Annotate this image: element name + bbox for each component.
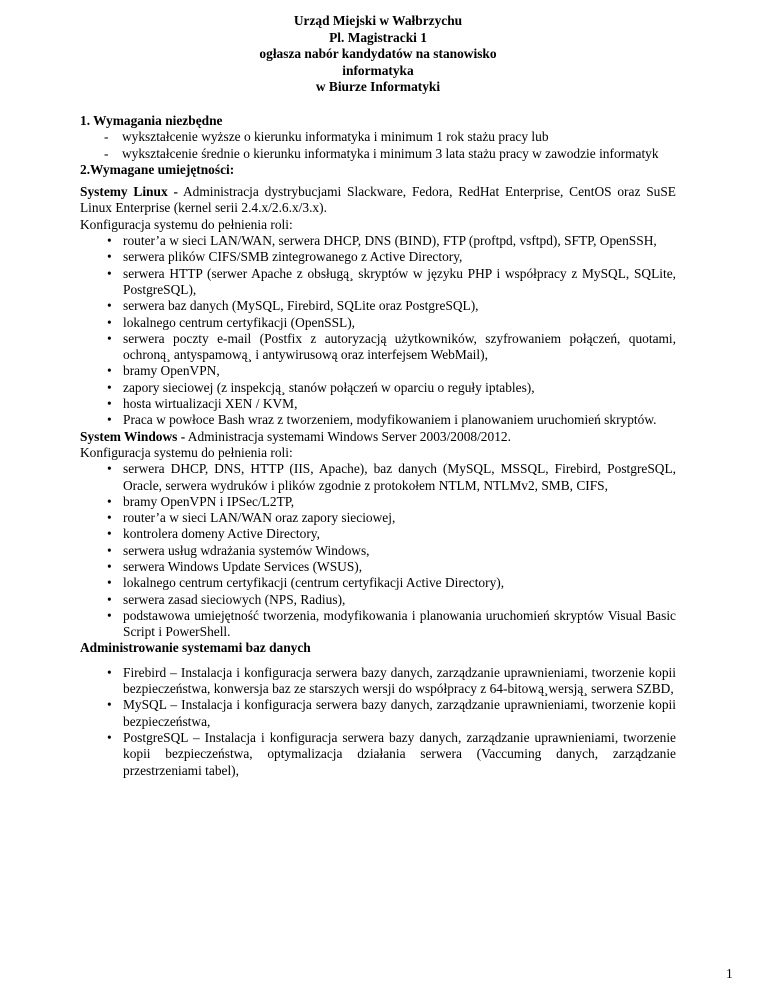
bullet-marker: • [107, 265, 112, 281]
bullet-marker: • [107, 314, 112, 330]
bullet-marker: • [107, 363, 112, 379]
bullet-marker: • [107, 575, 112, 591]
dash-marker: - [104, 129, 109, 145]
bullet-marker: • [107, 412, 112, 428]
list-item: • serwera Windows Update Services (WSUS), [107, 558, 363, 574]
bullet-marker: • [107, 542, 112, 558]
list-item: - wykształcenie wyższe o kierunku informatyka i minimum 1 rok stażu pracy lub [104, 129, 549, 145]
list-item: - wykształcenie średnie o kierunku informatyka i minimum 3 lata stażu pracy w zawodzie informatyk [104, 145, 659, 161]
databases-list [80, 665, 676, 779]
section-skills-title: 2.Wymagane umiejętności: [80, 161, 235, 177]
list-item: • serwera HTTP (serwer Apache z obsługą¸ skryptów w języku PHP i współpracy z MySQL, SQLite, PostgreSQL), [107, 265, 676, 297]
header-line-office: Urząd Miejski w Wałbrzychu [293, 13, 463, 28]
list-item: • Firebird – Instalacja i konfiguracja serwera bazy danych, zarządzanie uprawnieniami, tworzenie kopii bezpieczeństwa, konwersja baz ze starszych wersji do współpracy z 64-bitową¸wersją¸ serwera SZBD, [107, 664, 676, 697]
bullet-marker: • [107, 558, 112, 574]
windows-label: System Windows - [80, 428, 186, 444]
windows-intro: System Windows - Administracja systemami Windows Server 2003/2008/2012. [80, 428, 511, 444]
header-line-announcement: ogłasza nabór kandydatów na stanowisko [259, 46, 497, 62]
list-item: • bramy OpenVPN, [107, 363, 220, 379]
linux-roles-list [80, 233, 676, 429]
list-item: • serwera plików CIFS/SMB zintegrowanego z Active Directory, [107, 249, 463, 265]
bullet-marker: • [107, 330, 112, 346]
document-page [80, 13, 676, 779]
dash-marker: - [104, 145, 109, 161]
bullet-marker: • [107, 591, 112, 607]
list-item: • hosta wirtualizacji XEN / KVM, [107, 396, 298, 412]
requirements-list [80, 129, 676, 162]
section-requirements-title: 1. Wymagania niezbędne [80, 112, 223, 128]
list-item: • serwera usług wdrażania systemów Windows, [107, 542, 370, 558]
list-item: • MySQL – Instalacja i konfiguracja serwera bazy danych, zarządzanie uprawnieniami, tworzenie kopii bezpieczeństwa, [107, 697, 676, 729]
bullet-marker: • [107, 510, 112, 526]
bullet-marker: • [107, 607, 112, 623]
section-databases-title: Administrowanie systemami baz danych [80, 640, 311, 656]
linux-intro: Systemy Linux - Administracja dystrybucjami Slackware, Fedora, RedHat Enterprise, CentOS oraz SuSE Linux Enterprise (kernel serii 2.4.x/2.6.x/3.x). [80, 184, 676, 216]
list-item: • lokalnego centrum certyfikacji (centrum certyfikacji Active Directory), [107, 575, 505, 591]
list-item: • bramy OpenVPN i IPSec/L2TP, [107, 493, 295, 509]
windows-config-label: Konfiguracja systemu do pełnienia roli: [80, 444, 293, 460]
list-item: • router’a w sieci LAN/WAN oraz zapory sieciowej, [107, 510, 396, 526]
list-item: • podstawowa umiejętność tworzenia, modyfikowania i planowania uruchomień skryptów Visual Basic Script i PowerShell. [107, 607, 676, 640]
list-item: • serwera poczty e-mail (Postfix z autoryzacją użytkowników, szyfrowaniem połączeń, quotami, ochroną¸ antyspamową¸ i antywirusową oraz interfejsem WebMail), [107, 330, 676, 363]
document-header [80, 13, 676, 96]
bullet-marker: • [107, 396, 112, 412]
list-item: • Praca w powłoce Bash wraz z tworzeniem, modyfikowaniem i planowaniem uruchomień skryptów. [107, 412, 657, 428]
bullet-marker: • [107, 493, 112, 509]
list-item: • lokalnego centrum certyfikacji (OpenSSL), [107, 314, 356, 330]
bullet-marker: • [107, 526, 112, 542]
list-item: • serwera DHCP, DNS, HTTP (IIS, Apache), baz danych (MySQL, MSSQL, Firebird, PostgreSQL, Oracle, serwera wydruków i plików zgodnie z protokołem NTLM, NTLMv2, SMB, CIFS, [107, 461, 676, 493]
page-number: 1 [726, 966, 733, 981]
header-line-department: w Biurze Informatyki [315, 79, 441, 95]
bullet-marker: • [107, 729, 112, 745]
bullet-marker: • [107, 249, 112, 265]
windows-roles-list [80, 461, 676, 640]
bullet-marker: • [107, 233, 112, 249]
bullet-marker: • [107, 461, 112, 477]
bullet-marker: • [107, 298, 112, 314]
list-item: • serwera baz danych (MySQL, Firebird, SQLite oraz PostgreSQL), [107, 298, 479, 314]
list-item: • kontrolera domeny Active Directory, [107, 526, 320, 542]
bullet-marker: • [107, 697, 112, 713]
bullet-marker: • [107, 379, 112, 395]
list-item: • serwera zasad sieciowych (NPS, Radius), [107, 591, 346, 607]
linux-label: Systemy Linux - [80, 184, 178, 200]
list-item: • router’a w sieci LAN/WAN, serwera DHCP, DNS (BIND), FTP (proftpd, vsftpd), SFTP, OpenSSH, [107, 233, 657, 249]
list-item: • PostgreSQL – Instalacja i konfiguracja serwera bazy danych, zarządzanie uprawnieniami, tworzenie kopii bezpieczeństwa, optymalizacja działania serwera (Vaccuming danych, zarządzanie przestrzeniami tabel), [107, 729, 676, 778]
list-item: • zapory sieciowej (z inspekcją¸ stanów połączeń w oparciu o reguły iptables), [107, 379, 535, 395]
linux-config-label: Konfiguracja systemu do pełnienia roli: [80, 216, 293, 232]
header-line-position: informatyka [342, 62, 414, 78]
bullet-marker: • [107, 664, 112, 680]
header-line-address: Pl. Magistracki 1 [329, 29, 427, 45]
